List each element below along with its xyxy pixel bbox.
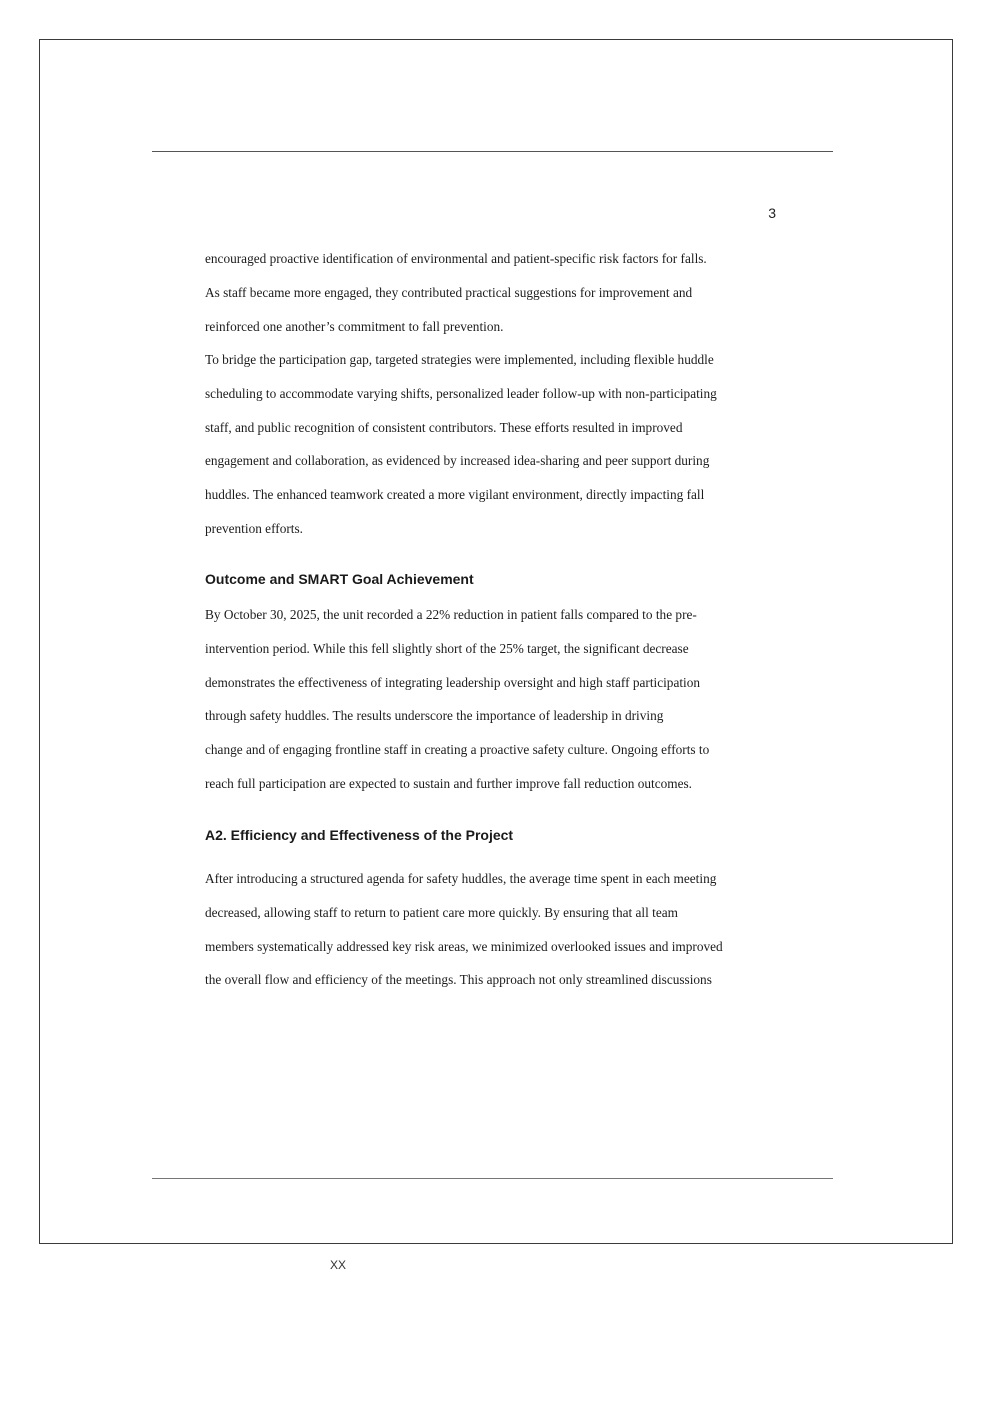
header-rule (152, 151, 833, 152)
paragraph-staff-engagement (205, 242, 785, 343)
text-line: decreased, allowing staff to return to patient care more quickly. By ensuring that all team (205, 904, 678, 920)
text-line: staff, and public recognition of consistent contributors. These efforts resulted in improved (205, 419, 683, 435)
text-line: change and of engaging frontline staff in creating a proactive safety culture. Ongoing efforts to (205, 742, 710, 758)
footer-rule (152, 1178, 833, 1179)
text-line: intervention period. While this fell slightly short of the 25% target, the significant decrease (205, 640, 689, 656)
footer-code: XX (330, 1258, 347, 1272)
text-line: huddles. The enhanced teamwork created a more vigilant environment, directly impacting fall (205, 487, 705, 503)
text-line: encouraged proactive identification of environmental and patient-specific risk factors for falls. (205, 251, 707, 266)
text-line: reach full participation are expected to sustain and further improve fall reduction outcomes. (205, 775, 692, 791)
paragraph-participation-gap (205, 343, 785, 546)
text-line: By October 30, 2025, the unit recorded a 22% reduction in patient falls compared to the pre- (205, 607, 697, 622)
paragraph-efficiency (205, 862, 785, 997)
text-line: To bridge the participation gap, targeted strategies were implemented, including flexible huddle (205, 352, 714, 367)
text-line: After introducing a structured agenda for safety huddles, the average time spent in each meeting (205, 871, 717, 886)
text-line: engagement and collaboration, as evidenced by increased idea-sharing and peer support during (205, 453, 710, 469)
text-line: As staff became more engaged, they contributed practical suggestions for improvement and (205, 284, 693, 300)
section-heading-efficiency: A2. Efficiency and Effectiveness of the Project (205, 827, 514, 843)
text-line: reinforced one another’s commitment to fall prevention. (205, 318, 504, 334)
text-line: demonstrates the effectiveness of integrating leadership oversight and high staff participation (205, 674, 701, 690)
section-heading-outcome: Outcome and SMART Goal Achievement (205, 571, 474, 587)
text-line: through safety huddles. The results underscore the importance of leadership in driving (205, 708, 664, 724)
text-line: prevention efforts. (205, 520, 303, 536)
text-line: the overall flow and efficiency of the meetings. This approach not only streamlined discussions (205, 972, 712, 988)
paragraph-outcome (205, 598, 785, 801)
text-line: scheduling to accommodate varying shifts, personalized leader follow-up with non-participating (205, 385, 717, 401)
text-line: members systematically addressed key risk areas, we minimized overlooked issues and improved (205, 938, 723, 954)
page-number: 3 (768, 205, 776, 221)
